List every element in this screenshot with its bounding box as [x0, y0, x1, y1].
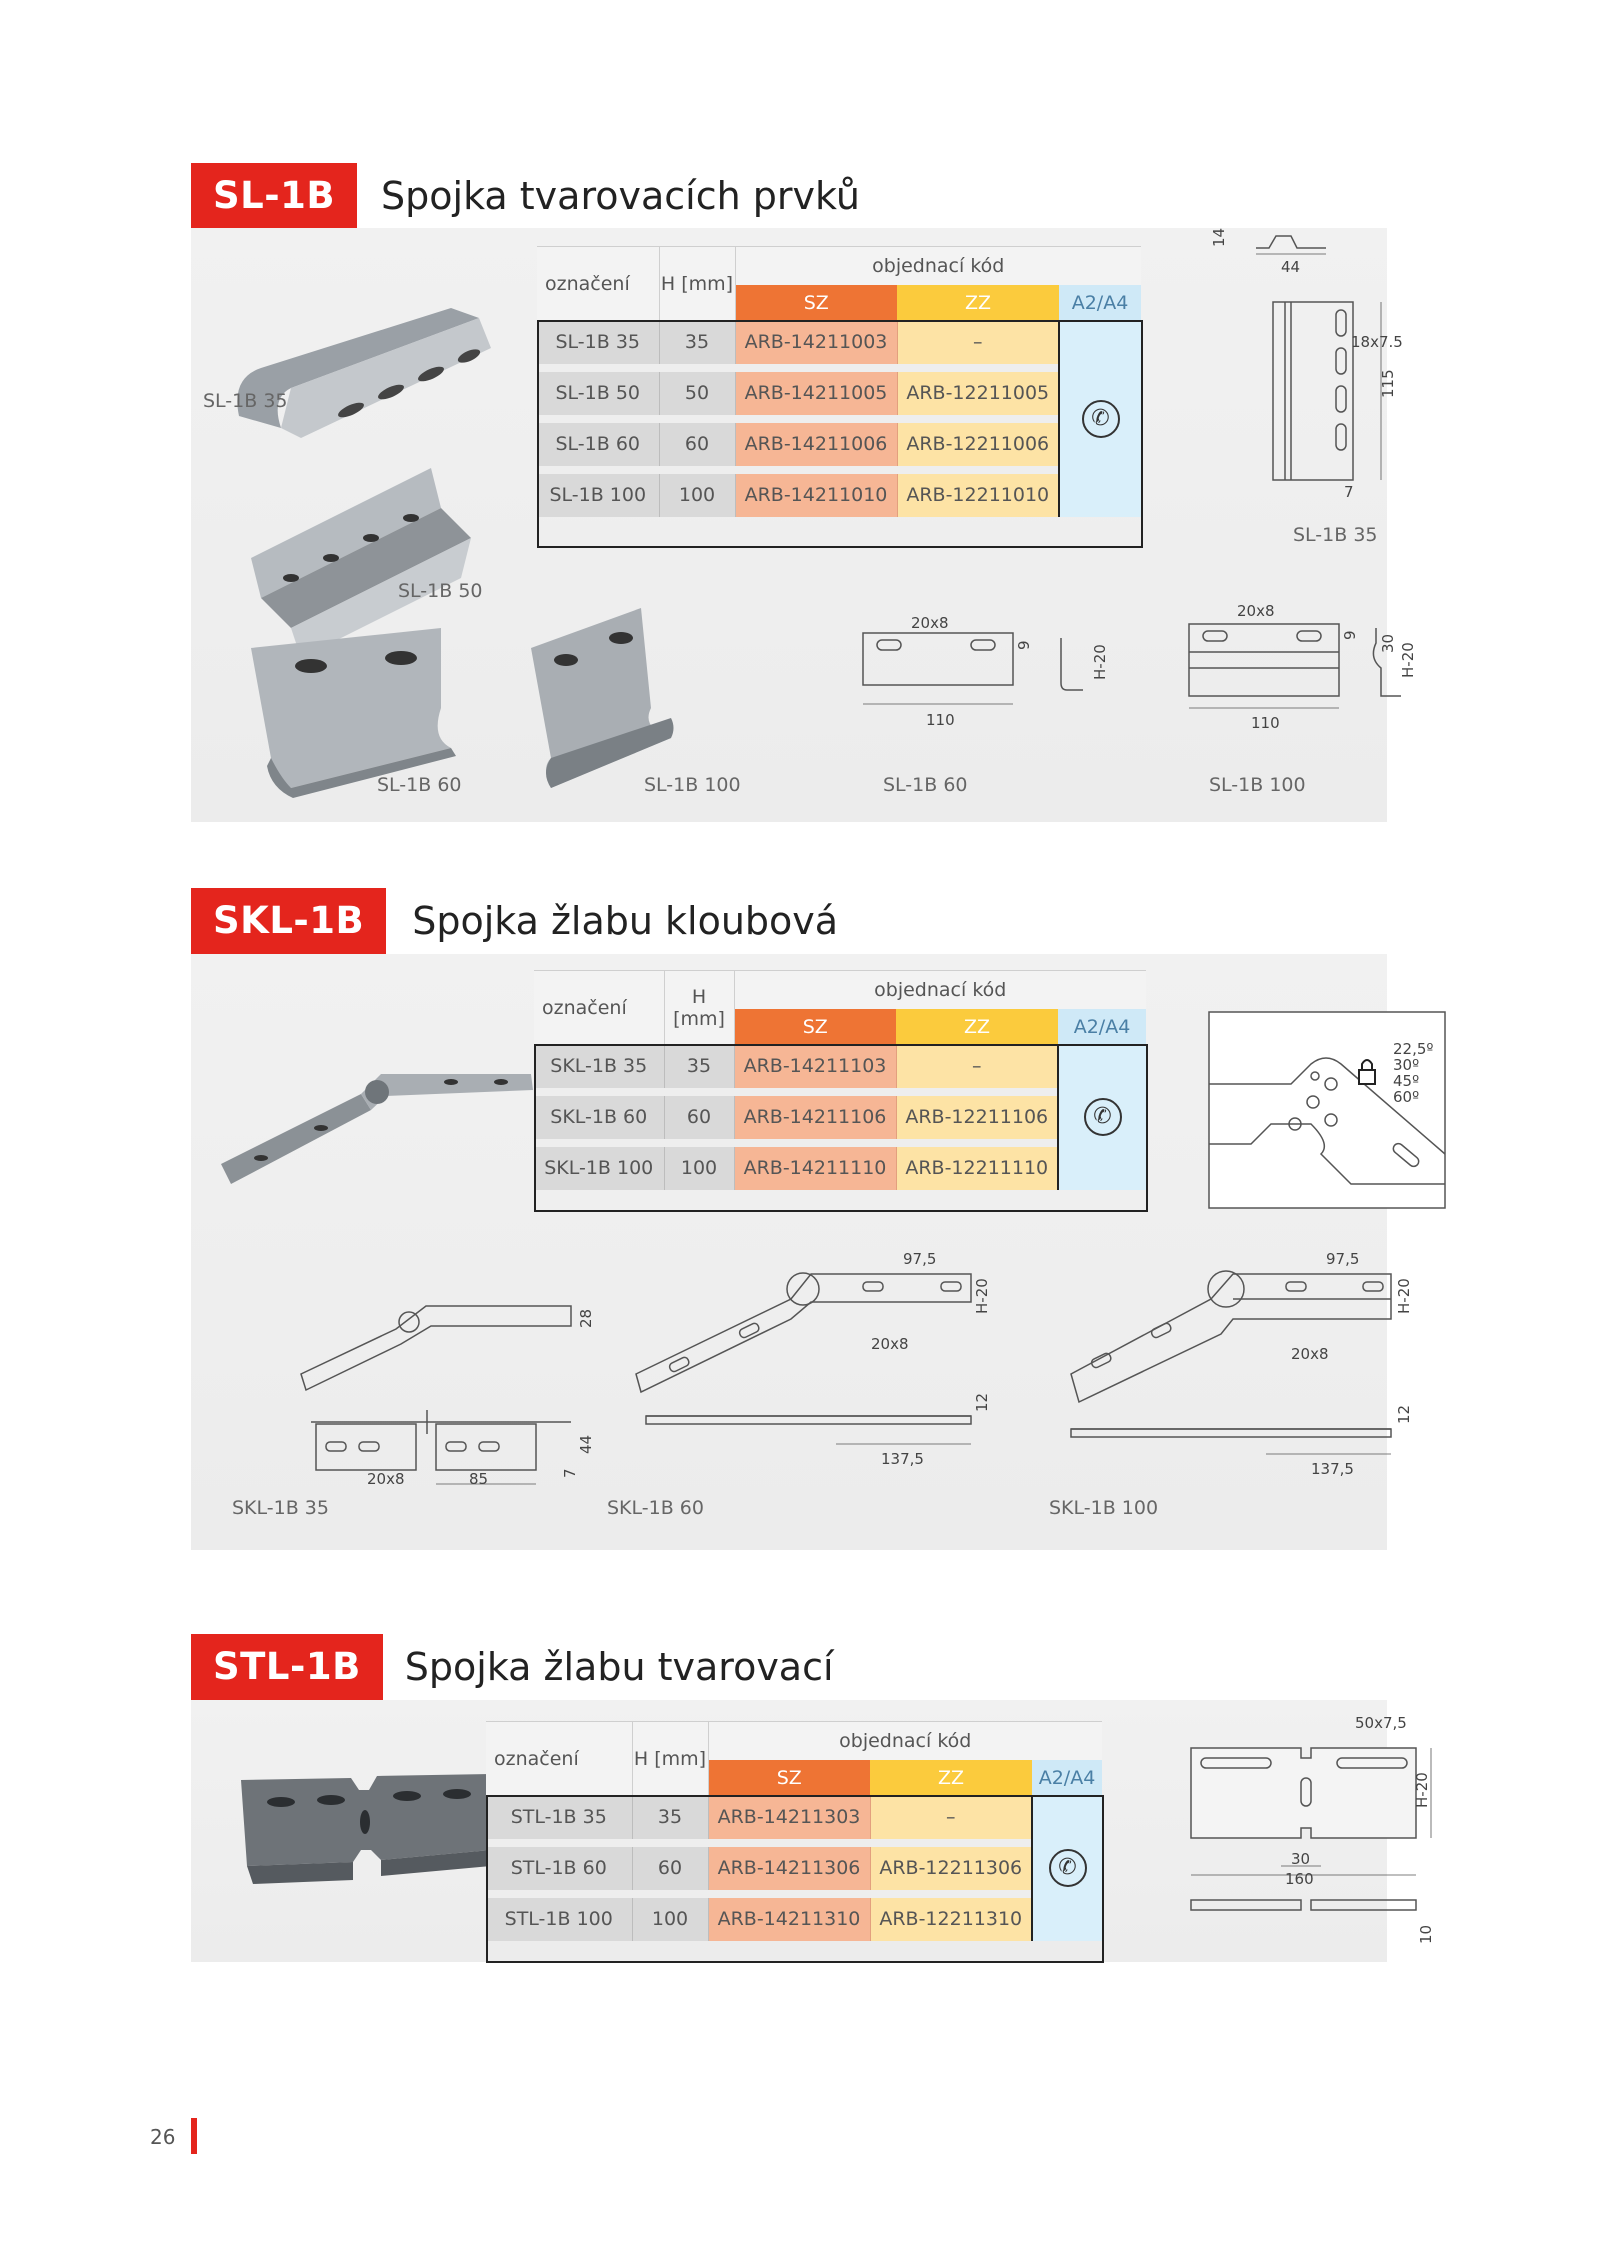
drawing-sl1b35-front: [1273, 302, 1381, 480]
page-number: 26: [150, 2125, 176, 2149]
drawing-sl1b35-profile: [1256, 236, 1326, 254]
dim-label: 9: [1015, 640, 1033, 650]
row-h: 35: [664, 1045, 734, 1088]
col-header-code: objednací kód: [734, 971, 1146, 1009]
table-row: [534, 1045, 1146, 1088]
order-code-table-skl1b: [534, 970, 1146, 1190]
product-label: SKL-1B 60: [607, 1497, 704, 1519]
dim-label: H-20: [1091, 644, 1109, 680]
product-label: SL-1B 35: [1293, 524, 1378, 546]
row-zz-code: –: [870, 1796, 1032, 1839]
row-h: 100: [664, 1147, 734, 1190]
dim-label: 7: [1344, 483, 1354, 501]
product-label: SKL-1B 35: [232, 1497, 329, 1519]
dim-label: 12: [1395, 1404, 1413, 1424]
dim-label: H-20: [1395, 1278, 1413, 1314]
dim-label: 160: [1285, 1870, 1314, 1888]
dim-label: H-20: [1399, 642, 1417, 678]
dim-label: 20x8: [1291, 1345, 1329, 1363]
col-header-sz: SZ: [734, 1009, 896, 1045]
row-zz-code: ARB-12211106: [896, 1096, 1058, 1139]
row-sz-code: ARB-14211103: [734, 1045, 896, 1088]
angle-label: 60º: [1393, 1088, 1420, 1106]
section-title: Spojka žlabu kloubová: [412, 899, 839, 943]
row-name: SL-1B 100: [537, 474, 659, 517]
section-title: Spojka tvarovacích prvků: [381, 174, 860, 218]
col-header-sz: SZ: [708, 1760, 870, 1796]
table-row: [534, 1147, 1146, 1190]
angle-label: 22,5º: [1393, 1040, 1434, 1058]
col-header-a2: A2/A4: [1059, 285, 1141, 321]
order-code-table-sl1b: [537, 246, 1141, 517]
col-header-zz: ZZ: [897, 285, 1059, 321]
phone-icon: ✆: [1084, 1098, 1122, 1136]
row-name: SL-1B 35: [537, 321, 659, 364]
dim-label: 44: [577, 1434, 595, 1454]
row-h: 35: [659, 321, 735, 364]
table-row: [537, 474, 1141, 517]
row-zz-code: ARB-12211310: [870, 1898, 1032, 1941]
dim-label: 137,5: [881, 1450, 924, 1468]
table-row: [486, 1847, 1102, 1890]
angle-label: 30º: [1393, 1056, 1420, 1074]
col-header-a2: A2/A4: [1032, 1760, 1102, 1796]
row-zz-code: ARB-12211306: [870, 1847, 1032, 1890]
product-photo-sl1b100: [531, 608, 674, 788]
dim-label: 44: [1281, 258, 1301, 276]
row-h: 60: [632, 1847, 708, 1890]
drawing-skl1b60: [636, 1273, 971, 1444]
dim-label: 20x8: [1237, 602, 1275, 620]
product-label: SL-1B 100: [1209, 774, 1306, 796]
col-header-name: označení: [486, 1722, 632, 1796]
drawing-skl1b100: [1071, 1271, 1391, 1454]
product-label: SKL-1B 100: [1049, 1497, 1159, 1519]
row-name: STL-1B 100: [486, 1898, 632, 1941]
dim-label: 97,5: [903, 1250, 937, 1268]
phone-cell: [1059, 321, 1141, 517]
drawing-sl1b100: [1189, 624, 1401, 708]
dim-label: 18x7.5: [1351, 333, 1403, 351]
row-h: 60: [659, 423, 735, 466]
section-sl1b-header: [191, 163, 860, 229]
row-sz-code: ARB-14211306: [708, 1847, 870, 1890]
table-row: [537, 423, 1141, 466]
phone-cell: [1058, 1045, 1146, 1190]
row-sz-code: ARB-14211303: [708, 1796, 870, 1839]
row-name: SL-1B 60: [537, 423, 659, 466]
row-zz-code: –: [896, 1045, 1058, 1088]
row-zz-code: ARB-12211005: [897, 372, 1059, 415]
product-label: SL-1B 35: [203, 390, 288, 412]
dim-label: 110: [926, 711, 955, 729]
col-header-code: objednací kód: [735, 247, 1141, 285]
col-header-name: označení: [537, 247, 659, 321]
row-sz-code: ARB-14211010: [735, 474, 897, 517]
row-sz-code: ARB-14211106: [734, 1096, 896, 1139]
col-header-h: H [mm]: [659, 247, 735, 321]
col-header-a2: A2/A4: [1058, 1009, 1146, 1045]
col-header-sz: SZ: [735, 285, 897, 321]
row-name: SKL-1B 100: [534, 1147, 664, 1190]
table-row: [534, 1096, 1146, 1139]
col-header-code: objednací kód: [708, 1722, 1102, 1760]
section-badge: SL-1B: [191, 163, 357, 229]
section-title: Spojka žlabu tvarovací: [404, 1645, 834, 1689]
page-number-bar: [191, 2118, 197, 2154]
order-code-table-stl1b: [486, 1721, 1102, 1941]
row-name: STL-1B 35: [486, 1796, 632, 1839]
row-name: STL-1B 60: [486, 1847, 632, 1890]
row-name: SL-1B 50: [537, 372, 659, 415]
table-row: [537, 372, 1141, 415]
row-sz-code: ARB-14211310: [708, 1898, 870, 1941]
row-zz-code: ARB-12211110: [896, 1147, 1058, 1190]
product-label: SL-1B 60: [883, 774, 968, 796]
phone-cell: [1032, 1796, 1102, 1941]
dim-label: 30: [1291, 1850, 1311, 1868]
row-name: SKL-1B 35: [534, 1045, 664, 1088]
row-h: 100: [659, 474, 735, 517]
dim-label: 137,5: [1311, 1460, 1354, 1478]
row-name: SKL-1B 60: [534, 1096, 664, 1139]
row-h: 60: [664, 1096, 734, 1139]
table-row: [537, 321, 1141, 364]
row-h: 35: [632, 1796, 708, 1839]
row-sz-code: ARB-14211006: [735, 423, 897, 466]
row-h: 100: [632, 1898, 708, 1941]
col-header-h: H [mm]: [664, 971, 734, 1045]
section-badge: STL-1B: [191, 1634, 383, 1700]
row-zz-code: ARB-12211010: [897, 474, 1059, 517]
row-h: 50: [659, 372, 735, 415]
drawing-skl1b35: [301, 1306, 571, 1484]
dim-label: 110: [1251, 714, 1280, 732]
dim-label: 7: [561, 1468, 579, 1478]
dim-label: 50x7,5: [1355, 1714, 1407, 1732]
dim-label: 9: [1341, 630, 1359, 640]
section-stl1b-header: [191, 1634, 834, 1700]
product-photo-stl1b: [241, 1774, 491, 1884]
dim-label: 30: [1379, 633, 1397, 653]
row-sz-code: ARB-14211005: [735, 372, 897, 415]
row-zz-code: ARB-12211006: [897, 423, 1059, 466]
dim-label: H-20: [973, 1278, 991, 1314]
row-sz-code: ARB-14211003: [735, 321, 897, 364]
phone-icon: ✆: [1049, 1849, 1087, 1887]
col-header-zz: ZZ: [896, 1009, 1058, 1045]
phone-icon: ✆: [1082, 400, 1120, 438]
row-zz-code: –: [897, 321, 1059, 364]
product-photo-sl1b35: [237, 308, 491, 438]
dim-label: 115: [1379, 369, 1397, 398]
row-sz-code: ARB-14211110: [734, 1147, 896, 1190]
table-row: [486, 1796, 1102, 1839]
section-badge: SKL-1B: [191, 888, 386, 954]
dim-label: H-20: [1413, 1772, 1431, 1808]
product-label: SL-1B 60: [377, 774, 462, 796]
dim-label: 85: [469, 1470, 489, 1488]
dim-label: 20x8: [911, 614, 949, 632]
dim-label: 20x8: [871, 1335, 909, 1353]
product-label: SL-1B 50: [398, 580, 483, 602]
dim-label: 20x8: [367, 1470, 405, 1488]
col-header-zz: ZZ: [870, 1760, 1032, 1796]
product-label: SL-1B 100: [644, 774, 741, 796]
dim-label: 12: [973, 1392, 991, 1412]
dim-label: 97,5: [1326, 1250, 1360, 1268]
dim-label: 14: [1210, 227, 1228, 247]
col-header-h: H [mm]: [632, 1722, 708, 1796]
dim-label: 28: [577, 1308, 595, 1328]
product-photo-sl1b60: [251, 628, 456, 798]
angle-label: 45º: [1393, 1072, 1420, 1090]
table-row: [486, 1898, 1102, 1941]
dim-label: 10: [1417, 1924, 1435, 1944]
drawing-sl1b60: [863, 633, 1083, 704]
product-photo-skl1b: [221, 1074, 533, 1184]
section-skl1b-header: [191, 888, 838, 954]
col-header-name: označení: [534, 971, 664, 1045]
